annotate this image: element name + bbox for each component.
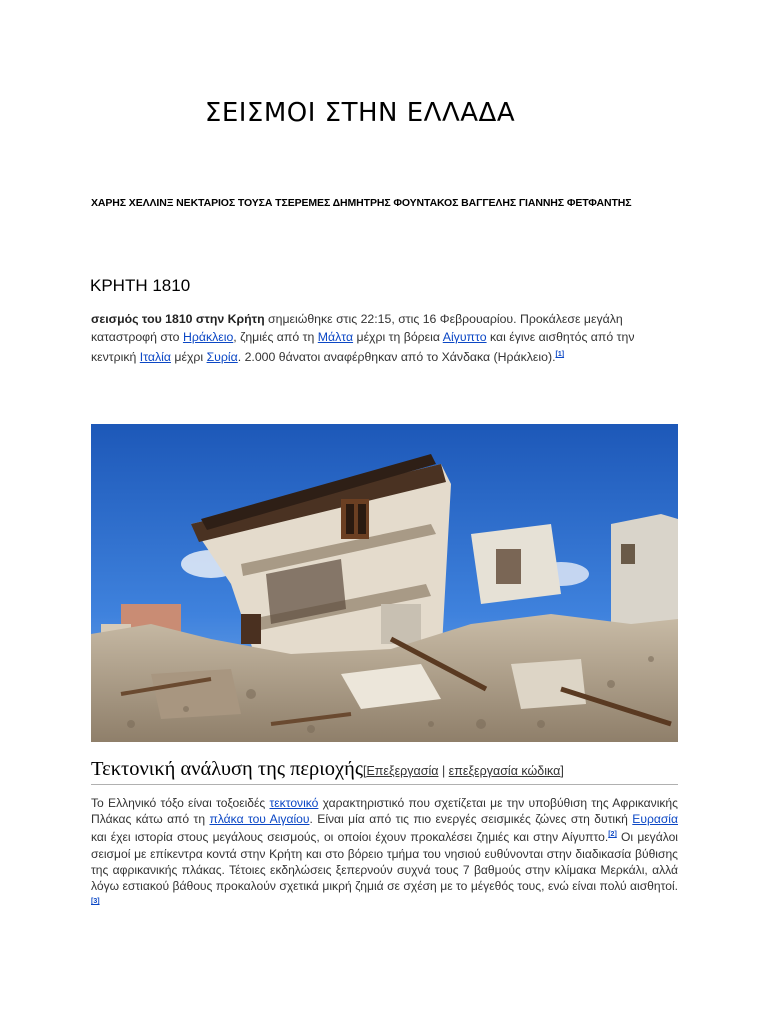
edit-bracket-open: [ [362, 764, 367, 778]
text-run: , ζημιές από τη [233, 330, 318, 344]
bold-lead: σεισμός του 1810 στην Κρήτη [91, 312, 265, 326]
text-run: και έγινε αισθητός από την κεντρική [91, 330, 635, 364]
text-run: . Είναι μία από τις πιο ενεργές σεισμικές ζώνες στη δυτική [309, 812, 633, 827]
edit-bracket-close: ] [560, 764, 564, 778]
edit-separator: | [438, 764, 449, 778]
reference-2-link[interactable]: [2] [608, 831, 617, 839]
reference-1-link[interactable]: [1] [555, 351, 565, 358]
section-heading-tectonic-analysis [91, 758, 678, 785]
page-title: ΣΕΙΣΜΟΙ ΣΤΗΝ ΕΛΛΑΔΑ [204, 98, 516, 128]
link-heraklion[interactable]: Ηράκλειο [182, 330, 234, 344]
link-italy[interactable]: Ιταλία [139, 350, 171, 364]
text-run: χαρακτηριστικό που σχετίζεται με την υποβύθιση της Αφρικανικής Πλάκας κάτω από τη [91, 796, 678, 827]
reference-3-link[interactable]: [3] [91, 898, 100, 906]
link-tectonic[interactable]: τεκτονικό [269, 796, 319, 810]
link-eurasia[interactable]: Ευρασία [632, 812, 678, 827]
authors-line: ΧΑΡΗΣ ΧΕΛΛΙΝΞ ΝΕΚΤΑΡΙΟΣ ΤΟΥΣΑ ΤΣΕΡΕΜΕΣ ΔΗΜΗΤΡΗΣ ΦΟΥΝΤΑΚΟΣ ΒΑΓΓΕΛΗΣ ΓΙΑΝΝΗΣ ΦΕΤΦΑΝΤΗΣ [91, 197, 632, 209]
link-aegean-plate[interactable]: πλάκα του Αιγαίου [209, 812, 310, 827]
link-egypt[interactable]: Αίγυπτο [442, 330, 487, 344]
link-syria[interactable]: Συρία [206, 350, 238, 364]
collapsed-building-photo [91, 424, 678, 742]
text-run: Το Ελληνικό τόξο είναι τοξοειδές [91, 796, 270, 810]
text-run: μέχρι τη βόρεια [353, 330, 443, 344]
text-run: και έχει ιστορία στους μεγάλους σεισμούς, οι οποίοι έχουν προκαλέσει ζημιές και στην Αίγυπτο. [91, 830, 609, 845]
text-run: . 2.000 θάνατοι αναφέρθηκαν από το Χάνδακα (Ηράκλειο). [237, 350, 556, 364]
edit-source-link[interactable]: επεξεργασία κώδικα [448, 764, 561, 778]
text-run: Οι μεγάλοι σεισμοί με επίκεντρα κοντά στην Κρήτη και στο βόρειο τμήμα του νησιού ευθύνονται στην διαδικασία βύθισης της αφρικανικής πλάκας. Τέτοιες εκδηλώσεις ξεπερνούν συχνά τους 7 βαθμούς στην κλίμακα Μερκάλι, αλλά λόγω εστιακού βάθους προκαλούν σχετικά μικρή ζημιά σε σχέση με το μέγεθός τους, ενώ είναι πολύ αισθητοί. [91, 830, 678, 894]
edit-link[interactable]: Επεξεργασία [366, 764, 439, 778]
text-run: μέχρι [170, 350, 207, 364]
section-heading-text: Τεκτονική ανάλυση της περιοχής [91, 758, 363, 780]
tectonic-analysis-paragraph [91, 795, 678, 912]
link-malta[interactable]: Μάλτα [317, 330, 354, 344]
text-run: σημειώθηκε στις 22:15, στις 16 Φεβρουαρίου. Προκάλεσε μεγάλη καταστροφή στο [91, 312, 623, 344]
section-heading-crete-1810: ΚΡΗΤΗ 1810 [90, 276, 191, 295]
crete-1810-paragraph [91, 310, 681, 366]
